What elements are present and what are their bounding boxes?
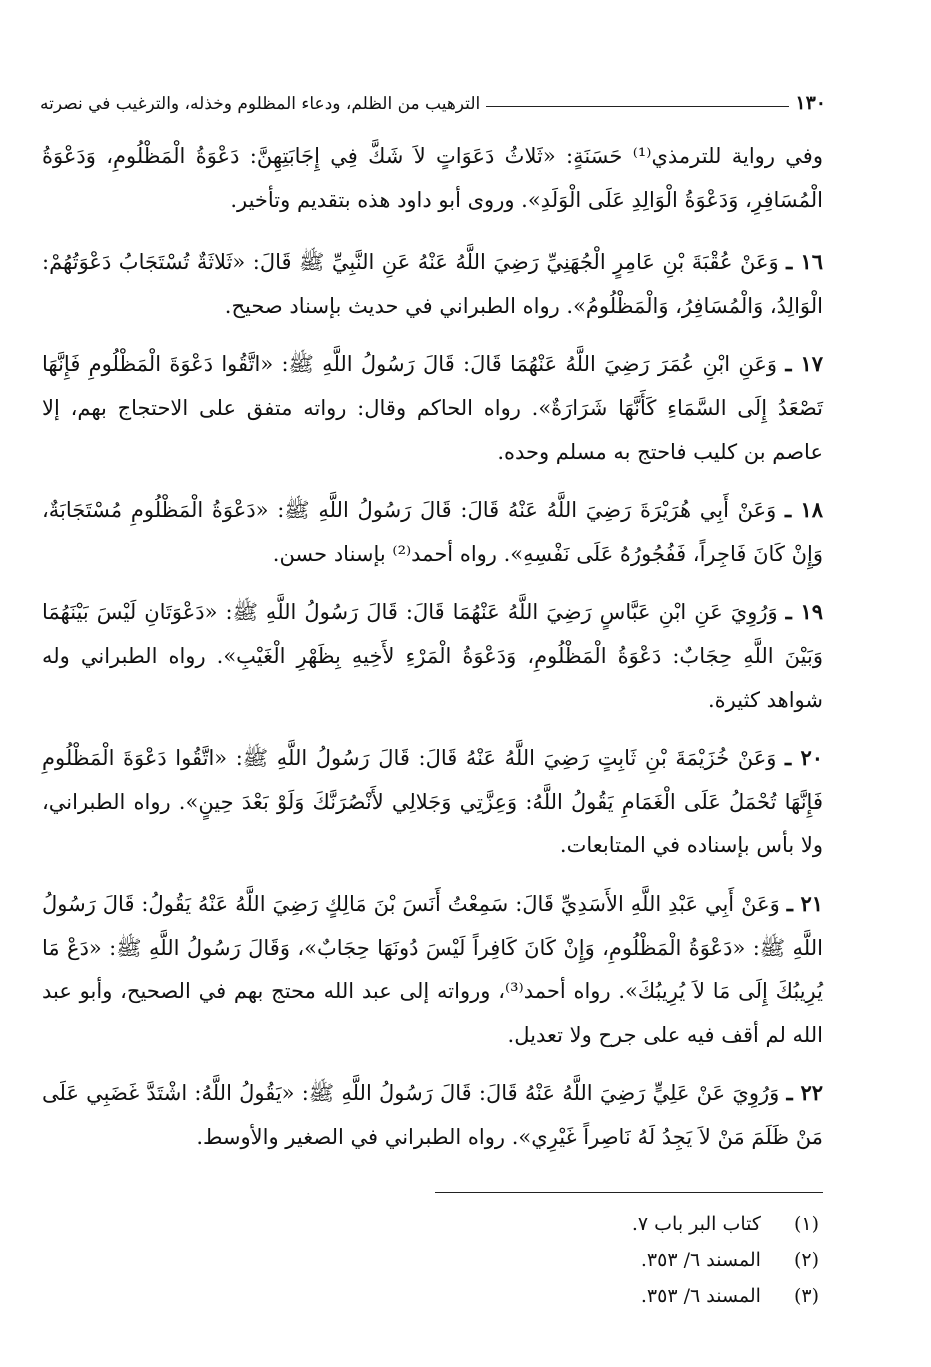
- hadith-number: ٢١ ـ: [786, 890, 823, 916]
- footnote-text: المسند ٦/ ٣٥٣.: [640, 1249, 761, 1271]
- hadith-number: ٢٢ ـ: [786, 1080, 823, 1106]
- paragraph-text: وَعَنِ ابْنِ عُمَرَ رَضِيَ اللَّهُ عَنْهُمَا قَالَ: قَالَ رَسُولُ اللَّهِ ﷺ: «اتَّقُوا دَعْوَةَ الْمَظْلُومِ فَإِنَّهَا تَصْعَدُ إِلَى السَّمَاءِ كَأَنَّهَا شَرَارَةٌ». رواه الحاكم وقال: رواته متفق على الاحتجاج بهم، إلا عاصم بن كليب فاحتج به مسلم وحده.: [42, 352, 823, 464]
- hadith-19: [42, 590, 823, 722]
- running-header: [40, 84, 826, 114]
- hadith-20: [42, 736, 823, 868]
- footnote-text: المسند ٦/ ٣٥٣.: [640, 1285, 761, 1307]
- main-text: [42, 134, 823, 1173]
- hadith-18: [42, 488, 823, 576]
- hadith-22: [42, 1071, 823, 1159]
- hadith-number: ١٦ ـ: [786, 249, 823, 275]
- paragraph-text: وَعَنْ أَبِي عَبْدِ اللَّهِ الأَسَدِيِّ قَالَ: سَمِعْتُ أَنَسَ بْنَ مَالِكٍ رَضِيَ اللَّهُ عَنْهُ يَقُولُ: قَالَ رَسُولُ اللَّهِ ﷺ: «دَعْوَةُ الْمَظْلُومِ، وَإِنْ كَانَ كَافِراً لَيْسَ دُونَهَا حِجَابٌ»، وَقَالَ رَسُولُ اللَّهِ ﷺ: «دَعْ مَا يُرِيبُكَ إِلَى مَا لاَ يُرِيبُكَ». رواه أحمد⁽³⁾، ورواته إلى عبد الله محتج بهم في الصحيح، وأبو عبد الله لم أقف فيه على جرح ولا تعديل.: [42, 891, 823, 1047]
- paragraph-text: وَرُوِيَ عَنْ عَلِيٍّ رَضِيَ اللَّهُ عَنْهُ قَالَ: قَالَ رَسُولُ اللَّهِ ﷺ: «يَقُولُ اللَّهُ: اشْتَدَّ غَضَبِي عَلَى مَنْ ظَلَمَ مَنْ لاَ يَجِدُ لَهُ نَاصِراً غَيْرِي». رواه الطبراني في الصغير والأوسط.: [42, 1081, 823, 1149]
- footnote-item: [300, 1206, 819, 1242]
- footnote-number: (٢): [793, 1249, 819, 1271]
- hadith-number: ٢٠ ـ: [785, 745, 823, 771]
- paragraph-text: وفي رواية للترمذي⁽¹⁾ حَسَنَةٍ: «ثَلاثُ دَعَوَاتٍ لاَ شَكَّ فِي إِجَابَتِهِنَّ: دَعْوَةُ الْمَظْلُومِ، وَدَعْوَةُ الْمُسَافِرِ، وَدَعْوَةُ الْوَالِدِ عَلَى الْوَلَدِ». وروى أبو داود هذه بتقديم وتأخير.: [42, 144, 823, 212]
- footnote-number: (٣): [793, 1285, 819, 1307]
- paragraph-text: وَعَنْ عُقْبَةَ بْنِ عَامِرٍ الْجُهَنِيِّ رَضِيَ اللَّهُ عَنْهُ عَنِ النَّبِيِّ ﷺ قَالَ: «ثَلاثَةٌ تُسْتَجَابُ دَعْوَتُهُمْ: الْوَالِدُ، وَالْمُسَافِرُ، وَالْمَظْلُومُ». رواه الطبراني في حديث بإسناد صحيح.: [42, 250, 823, 318]
- footnote-item: [300, 1242, 819, 1278]
- hadith-17: [42, 342, 823, 474]
- paragraph-text: وَعَنْ خُزَيْمَةَ بْنِ ثَابِتٍ رَضِيَ اللَّهُ عَنْهُ قَالَ: قَالَ رَسُولُ اللَّهِ ﷺ: «اتَّقُوا دَعْوَةَ الْمَظْلُومِ فَإِنَّهَا تُحْمَلُ عَلَى الْغَمَامِ يَقُولُ اللَّهُ: وَعِزَّتِي وَجَلالِي لأَنْصُرَنَّكَ وَلَوْ بَعْدَ حِينٍ». رواه الطبراني، ولا بأس بإسناده في المتابعات.: [42, 746, 823, 858]
- paragraph-intro: [42, 134, 823, 222]
- paragraph-text: وَرُوِيَ عَنِ ابْنِ عَبَّاسٍ رَضِيَ اللَّهُ عَنْهُمَا قَالَ: قَالَ رَسُولُ اللَّهِ ﷺ: «دَعْوَتَانِ لَيْسَ بَيْنَهُمَا وَبَيْنَ اللَّهِ حِجَابٌ: دَعْوَةُ الْمَظْلُومِ، وَدَعْوَةُ الْمَرْءِ لأَخِيهِ بِظَهْرِ الْغَيْبِ». رواه الطبراني وله شواهد كثيرة.: [42, 600, 823, 712]
- hadith-16: [42, 240, 823, 328]
- chapter-title: الترهيب من الظلم، ودعاء المظلوم وخذله، والترغيب في نصرته: [40, 94, 481, 114]
- footnote-number: (١): [793, 1213, 819, 1235]
- paragraph-text: وَعَنْ أَبِي هُرَيْرَةَ رَضِيَ اللَّهُ عَنْهُ قَالَ: قَالَ رَسُولُ اللَّهِ ﷺ: «دَعْوَةُ الْمَظْلُومِ مُسْتَجَابَةٌ، وَإِنْ كَانَ فَاجِراً، فَفُجُورُهُ عَلَى نَفْسِهِ». رواه أحمد⁽²⁾ بإسناد حسن.: [42, 498, 823, 566]
- footnotes: [300, 1206, 819, 1314]
- footnote-separator: [435, 1192, 823, 1193]
- header-rule: [486, 106, 789, 107]
- footnote-item: [300, 1278, 819, 1314]
- page-number: ١٣٠: [795, 92, 826, 114]
- footnote-text: كتاب البر باب ٧.: [631, 1213, 761, 1235]
- hadith-number: ١٨ ـ: [784, 497, 824, 523]
- hadith-number: ١٧ ـ: [785, 351, 823, 377]
- hadith-number: ١٩ ـ: [785, 599, 823, 625]
- hadith-21: [42, 882, 823, 1057]
